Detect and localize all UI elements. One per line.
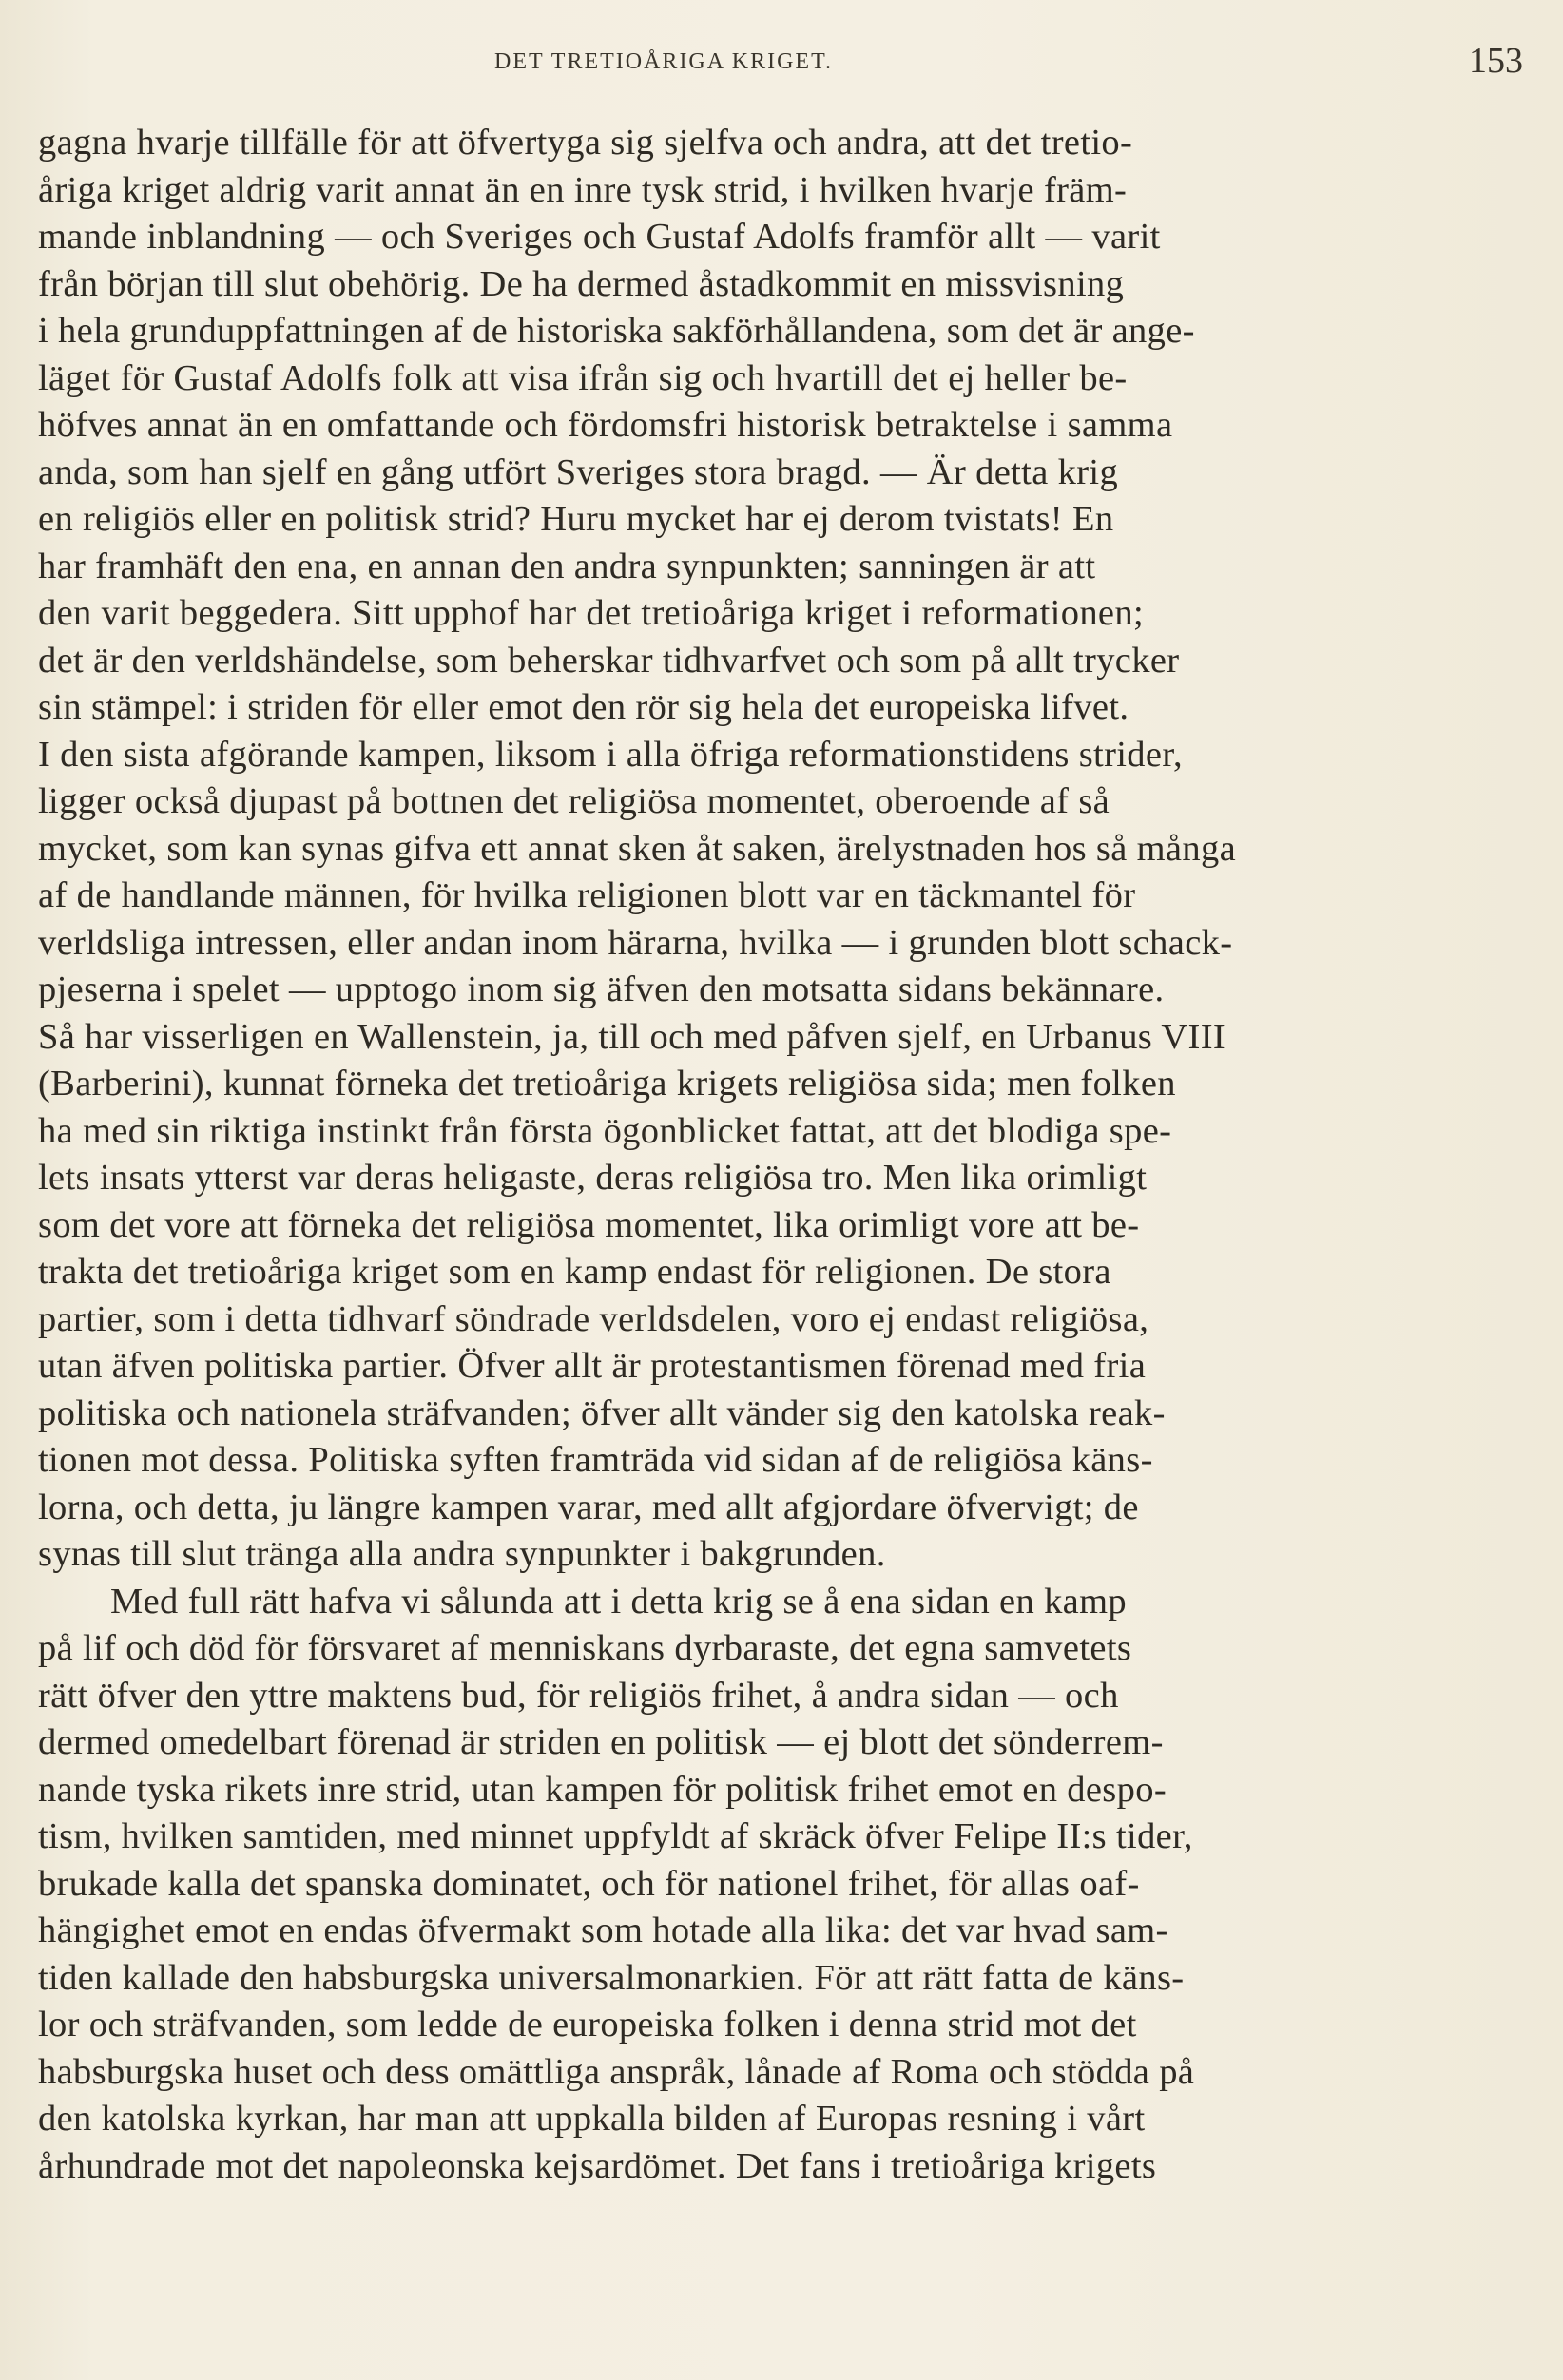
- text-line: i hela grunduppfattningen af de historiska sakförhållandena, som det är ange-: [38, 311, 1195, 351]
- text-line: ligger också djupast på bottnen det religiösa momentet, oberoende af så: [38, 781, 1110, 821]
- text-line: tism, hvilken samtiden, med minnet uppfyldt af skräck öfver Felipe II:s tider,: [38, 1816, 1193, 1856]
- text-line: (Barberini), kunnat förneka det tretioåriga krigets religiösa sida; men folken: [38, 1064, 1176, 1104]
- text-line: nande tyska rikets inre strid, utan kampen för politisk frihet emot en despo-: [38, 1769, 1167, 1810]
- text-line: tionen mot dessa. Politiska syften framträda vid sidan af de religiösa käns-: [38, 1440, 1153, 1480]
- text-line: höfves annat än en omfattande och fördomsfri historisk betraktelse i samma: [38, 405, 1173, 445]
- text-line: från början till slut obehörig. De ha dermed åstadkommit en missvisning: [38, 263, 1125, 304]
- text-line: verldsliga intressen, eller andan inom härarna, hvilka — i grunden blott schack-: [38, 922, 1233, 963]
- body-text: [38, 120, 1421, 2190]
- text-line: århundrade mot det napoleonska kejsardömet. Det fans i tretioåriga krigets: [38, 2145, 1157, 2186]
- text-line: det är den verldshändelse, som beherskar tidhvarfvet och som på allt trycker: [38, 640, 1180, 681]
- text-line: brukade kalla det spanska dominatet, och för nationel frihet, för allas oaf-: [38, 1863, 1140, 1904]
- text-line: som det vore att förneka det religiösa momentet, lika orimligt vore att be-: [38, 1204, 1140, 1245]
- running-head: DET TRETIOÅRIGA KRIGET.: [494, 49, 833, 74]
- text-line: hängighet emot en endas öfvermakt som hotade alla lika: det var hvad sam-: [38, 1910, 1168, 1950]
- text-line: dermed omedelbart förenad är striden en politisk — ej blott det sönderrem-: [38, 1722, 1164, 1762]
- text-line: har framhäft den ena, en annan den andra synpunkten; sanningen är att: [38, 546, 1096, 586]
- text-line: läget för Gustaf Adolfs folk att visa ifrån sig och hvartill det ej heller be-: [38, 357, 1128, 398]
- text-line: mande inblandning — och Sveriges och Gustaf Adolfs framför allt — varit: [38, 217, 1161, 257]
- text-line: I den sista afgörande kampen, liksom i alla öfriga reformationstidens strider,: [38, 734, 1183, 775]
- text-line: utan äfven politiska partier. Öfver allt är protestantismen förenad med fria: [38, 1346, 1147, 1386]
- text-line: den varit beggedera. Sitt upphof har det tretioåriga kriget i reformationen;: [38, 593, 1145, 633]
- text-line: trakta det tretioåriga kriget som en kamp endast för religionen. De stora: [38, 1252, 1111, 1292]
- text-line: lorna, och detta, ju längre kampen varar, med allt afgjordare öfvervigt; de: [38, 1487, 1139, 1527]
- text-line: rätt öfver den yttre maktens bud, för religiös frihet, å andra sidan — och: [38, 1675, 1119, 1716]
- page-number: 153: [1469, 41, 1523, 81]
- paragraph-first-line: Med full rätt hafva vi sålunda att i detta krig se å ena sidan en kamp: [110, 1581, 1127, 1622]
- text-line: lor och sträfvanden, som ledde de europeiska folken i denna strid mot det: [38, 2005, 1137, 2044]
- text-line: anda, som han sjelf en gång utfört Sveriges stora bragd. — Är detta krig: [38, 451, 1119, 492]
- text-line: mycket, som kan synas gifva ett annat sken åt saken, ärelystnaden hos så många: [38, 828, 1237, 869]
- text-line: politiska och nationela sträfvanden; öfver allt vänder sig den katolska reak-: [38, 1392, 1166, 1433]
- text-line: Så har visserligen en Wallenstein, ja, till och med påfven sjelf, en Urbanus VIII: [38, 1016, 1226, 1057]
- text-line: ha med sin riktiga instinkt från första ögonblicket fattat, att det blodiga spe-: [38, 1110, 1172, 1151]
- text-line: åriga kriget aldrig varit annat än en inre tysk strid, i hvilken hvarje främ-: [38, 169, 1128, 210]
- text-line: lets insats ytterst var deras heligaste, deras religiösa tro. Men lika orimligt: [38, 1158, 1148, 1198]
- text-line: synas till slut tränga alla andra synpunkter i bakgrunden.: [38, 1534, 886, 1574]
- text-line: gagna hvarje tillfälle för att öfvertyga sig sjelfva och andra, att det tretio-: [38, 123, 1133, 163]
- text-line: af de handlande männen, för hvilka religionen blott var en täckmantel för: [38, 875, 1136, 915]
- text-line: habsburgska huset och dess omättliga anspråk, lånade af Roma och stödda på: [38, 2051, 1195, 2092]
- text-line: tiden kallade den habsburgska universalmonarkien. För att rätt fatta de käns-: [38, 1957, 1185, 1998]
- text-line: sin stämpel: i striden för eller emot den rör sig hela det europeiska lifvet.: [38, 687, 1129, 727]
- text-line: en religiös eller en politisk strid? Huru mycket har ej derom tvistats! En: [38, 499, 1114, 539]
- text-line: partier, som i detta tidhvarf söndrade verldsdelen, voro ej endast religiösa,: [38, 1298, 1149, 1339]
- text-line: den katolska kyrkan, har man att uppkalla bilden af Europas resning i vårt: [38, 2099, 1146, 2139]
- text-line: pjeserna i spelet — upptogo inom sig äfven den motsatta sidans bekännare.: [38, 969, 1165, 1009]
- text-line: på lif och död för försvaret af menniskans dyrbaraste, det egna samvetets: [38, 1628, 1132, 1668]
